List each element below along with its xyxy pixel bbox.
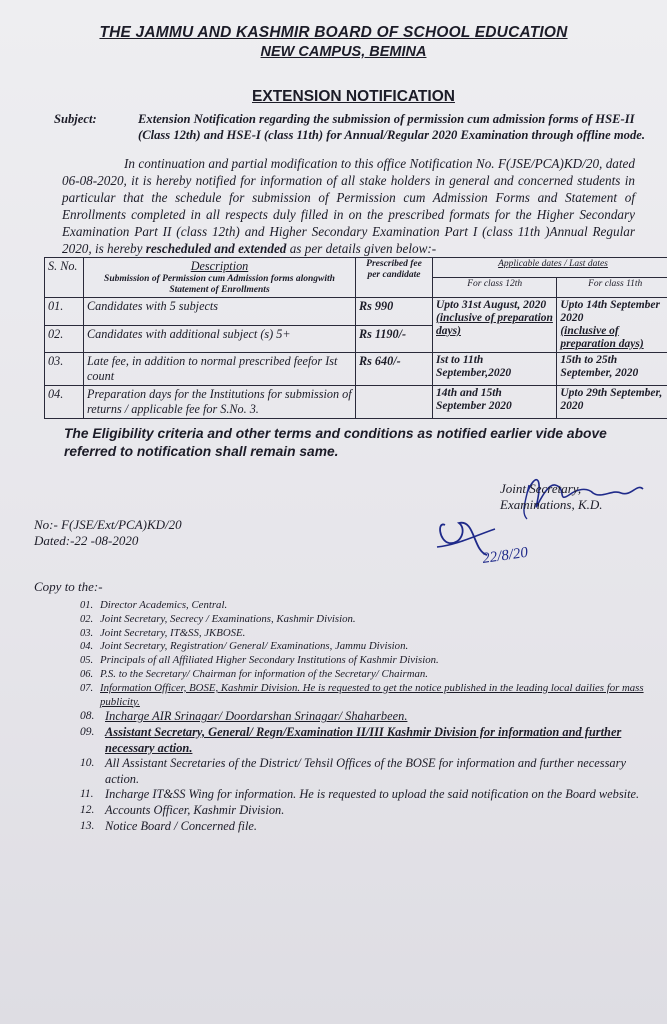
copy-to-list xyxy=(80,599,645,834)
item-text: Information Officer, BOSE, Kashmir Division. He is requested to get the notice published in the leading local dailies for mass publicity. xyxy=(100,681,644,708)
list-item xyxy=(80,787,645,803)
item-text: Director Academics, Central. xyxy=(100,599,228,611)
row-sno: 03. xyxy=(45,353,84,386)
item-text: Joint Secretary, Registration/ General/ Examinations, Jammu Division. xyxy=(100,640,409,653)
item-number: 13. xyxy=(80,819,95,832)
class11-note: (inclusive of preparation days) xyxy=(560,325,644,350)
table-row xyxy=(45,353,667,386)
list-item xyxy=(80,709,645,725)
row-class11-date: Upto 29th September, 2020 xyxy=(557,386,667,419)
list-item xyxy=(80,668,645,682)
schedule-table xyxy=(44,257,667,419)
table-row xyxy=(45,386,667,419)
header-description-sub: Submission of Permission cum Admission forms alongwith Statement of Enrollments xyxy=(104,274,335,295)
item-number: 04. xyxy=(80,641,94,653)
board-name: THE JAMMU AND KASHMIR BOARD OF SCHOOL EDUCATION xyxy=(99,24,568,41)
row-desc: Preparation days for the Institutions for submission of returns / applicable fee for S.No. 3. xyxy=(84,386,356,419)
reference-block xyxy=(34,517,182,549)
item-text: Incharge IT&SS Wing for information. He is requested to upload the said notification on the Board website. xyxy=(105,787,640,802)
header-fee: Prescribed fee per candidate xyxy=(356,258,433,298)
signatory-line1: Joint Secretary, xyxy=(500,481,582,496)
list-item xyxy=(80,627,645,641)
handwritten-date: 22/8/20 xyxy=(481,544,529,567)
class11-date: Upto 14th September 2020 xyxy=(560,299,660,324)
row-sno: 04. xyxy=(45,386,84,419)
header-class12: For class 12th xyxy=(433,278,557,298)
signature-mark xyxy=(417,463,657,573)
item-text: P.S. to the Secretary/ Chairman for information of the Secretary/ Chairman. xyxy=(100,667,428,680)
class12-dates-cell xyxy=(433,298,557,353)
item-text: Notice Board / Concerned file. xyxy=(105,818,257,833)
signatory-line2: Examinations, K.D. xyxy=(500,497,603,512)
item-number: 11. xyxy=(80,788,94,801)
item-number: 07. xyxy=(80,682,94,694)
subject-label: Subject: xyxy=(54,112,97,126)
header-class11: For class 11th xyxy=(557,278,667,298)
row-class12-date: 14th and 15th September 2020 xyxy=(433,386,557,419)
item-number: 10. xyxy=(80,757,95,770)
list-item xyxy=(80,819,645,835)
item-text: Assistant Secretary, General/ Regn/Examination II/III Kashmir Division for information and further necessary action. xyxy=(105,724,622,755)
item-text: Principals of all Affiliated Higher Secondary Institutions of Kashmir Division. xyxy=(100,654,439,667)
list-item xyxy=(80,613,645,627)
row-class11-date: 15th to 25th September, 2020 xyxy=(557,353,667,386)
body-emphasis: rescheduled and extended xyxy=(145,241,287,256)
row-desc: Candidates with 5 subjects xyxy=(84,298,356,326)
item-text: Joint Secretary, IT&SS, JKBOSE. xyxy=(100,626,246,639)
item-text: Accounts Officer, Kashmir Division. xyxy=(105,802,285,817)
row-fee: Rs 1190/- xyxy=(356,325,433,353)
item-number: 08. xyxy=(80,710,95,723)
row-sno: 01. xyxy=(45,298,84,326)
row-fee xyxy=(356,386,433,419)
list-item xyxy=(80,803,645,819)
row-fee: Rs 640/- xyxy=(356,353,433,386)
body-paragraph xyxy=(62,155,635,257)
class12-date: Upto 31st August, 2020 xyxy=(436,299,547,311)
eligibility-note: The Eligibility criteria and other terms and conditions as notified earlier vide above referred to notification shall remain same. xyxy=(64,426,607,459)
table-header-row xyxy=(45,258,667,278)
item-number: 01. xyxy=(80,600,94,611)
list-item xyxy=(80,640,645,654)
item-text: All Assistant Secretaries of the District/ Tehsil Offices of the BOSE for information and further necessary action. xyxy=(105,756,626,786)
header-description xyxy=(84,258,356,298)
list-item xyxy=(80,599,645,613)
page-title: EXTENSION NOTIFICATION xyxy=(252,88,455,105)
item-number: 05. xyxy=(80,655,94,667)
item-number: 09. xyxy=(80,725,95,738)
row-desc: Candidates with additional subject (s) 5+ xyxy=(84,325,356,353)
subject-text: Extension Notification regarding the submission of permission cum admission forms of HSE-II (Class 12th) and HSE-I (class 11th) for Annual/Regular 2020 Examination through offline mode. xyxy=(138,112,646,142)
campus-name: NEW CAMPUS, BEMINA xyxy=(260,44,427,60)
list-item xyxy=(80,654,645,668)
subject-block xyxy=(54,112,645,143)
header-sno: S. No. xyxy=(45,258,84,298)
row-class12-date: Ist to 11th September,2020 xyxy=(433,353,557,386)
body-text-2: as per details given below:- xyxy=(289,241,437,256)
list-item xyxy=(80,682,645,710)
item-text: Joint Secretary, Secrecy / Examinations, Kashmir Division. xyxy=(100,612,356,625)
item-number: 12. xyxy=(80,803,95,816)
table-row xyxy=(45,298,667,326)
header-dates: Applicable dates / Last dates xyxy=(433,258,667,278)
reference-number: No:- F(JSE/Ext/PCA)KD/20 xyxy=(34,517,182,532)
copy-to-label: Copy to the:- xyxy=(34,579,103,594)
class11-dates-cell xyxy=(557,298,667,353)
header-description-title: Description xyxy=(190,259,249,273)
letterhead xyxy=(22,24,645,60)
list-item xyxy=(80,725,645,756)
signature-block xyxy=(22,471,645,567)
list-item xyxy=(80,756,645,787)
reference-date: Dated:-22 -08-2020 xyxy=(34,533,139,548)
row-sno: 02. xyxy=(45,325,84,353)
body-text-1: In continuation and partial modification to this office Notification No. F(JSE/PCA)KD/20, dated 06-08-2020, it is hereby notified for information of all stake holders in general and concerned students in particular that the schedule for submission of Permission cum Admission Forms and Statement of Enrollments completed in all respects duly filled in on the prescribed formats for the Higher Secondary Examination Part II (class 12th) and Higher Secondary Examination Part I (class 11th )Annual Regular 2020, is hereby xyxy=(62,156,635,256)
item-number: 02. xyxy=(80,613,94,625)
item-number: 06. xyxy=(80,668,94,680)
row-desc: Late fee, in addition to normal prescribed feefor Ist count xyxy=(84,353,356,386)
class12-note: (inclusive of preparation days) xyxy=(436,312,553,337)
row-fee: Rs 990 xyxy=(356,298,433,326)
item-number: 03. xyxy=(80,627,94,639)
item-text: Incharge AIR Srinagar/ Doordarshan Srinagar/ Shaharbeen. xyxy=(105,709,408,724)
signatory-designation xyxy=(500,481,603,513)
